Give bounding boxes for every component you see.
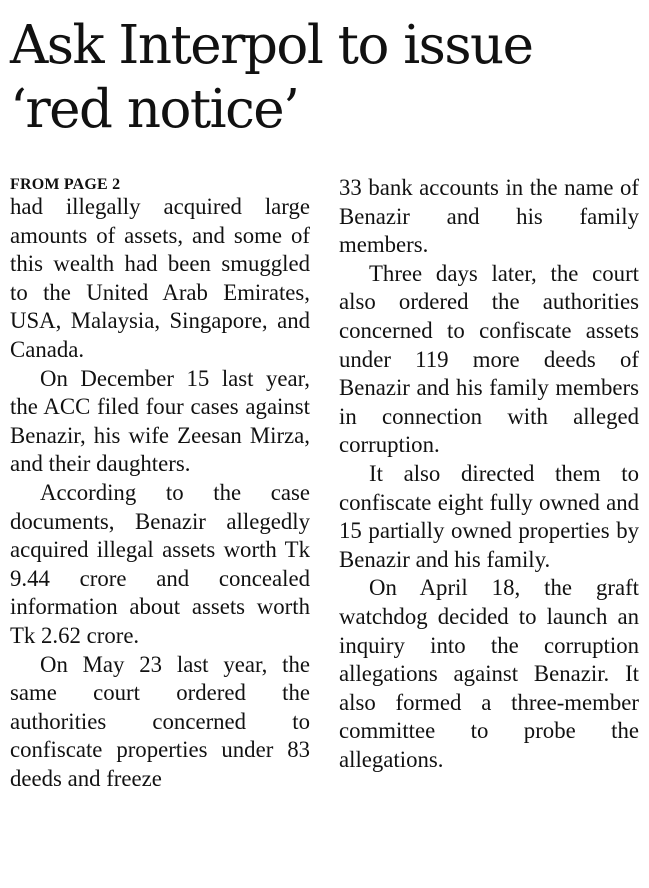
- body-paragraph: It also directed them to confiscate eight fully owned and 15 partially owned properties by Benazir and his family.: [339, 460, 639, 572]
- kicker-from-page: FROM PAGE 2: [10, 176, 121, 193]
- article-column-right: [339, 174, 639, 774]
- body-paragraph: Three days later, the court also ordered the authorities concerned to confiscate assets under 119 more deeds of Benazir and his family members in connection with alleged corruption.: [339, 260, 639, 458]
- article-column-left: [10, 174, 310, 793]
- body-paragraph: 33 bank accounts in the name of Benazir and his family members.: [339, 175, 639, 258]
- body-paragraph: On May 23 last year, the same court ordered the authorities concerned to confiscate properties under 83 deeds and freeze: [10, 651, 310, 791]
- body-paragraph: had illegally acquired large amounts of assets, and some of this wealth had been smuggled to the United Arab Emirates, USA, Malaysia, Singapore, and Canada.: [10, 194, 310, 362]
- body-paragraph: According to the case documents, Benazir allegedly acquired illegal assets worth Tk 9.44 crore and concealed information about assets worth Tk 2.62 crore.: [10, 479, 310, 648]
- body-paragraph: On December 15 last year, the ACC filed four cases against Benazir, his wife Zeesan Mirza, and their daughters.: [10, 365, 310, 477]
- headline: Ask Interpol to issue ‘red notice’: [10, 15, 533, 140]
- body-paragraph: On April 18, the graft watchdog decided to launch an inquiry into the corruption allegations against Benazir. It also formed a three-member committee to probe the allegations.: [339, 575, 639, 772]
